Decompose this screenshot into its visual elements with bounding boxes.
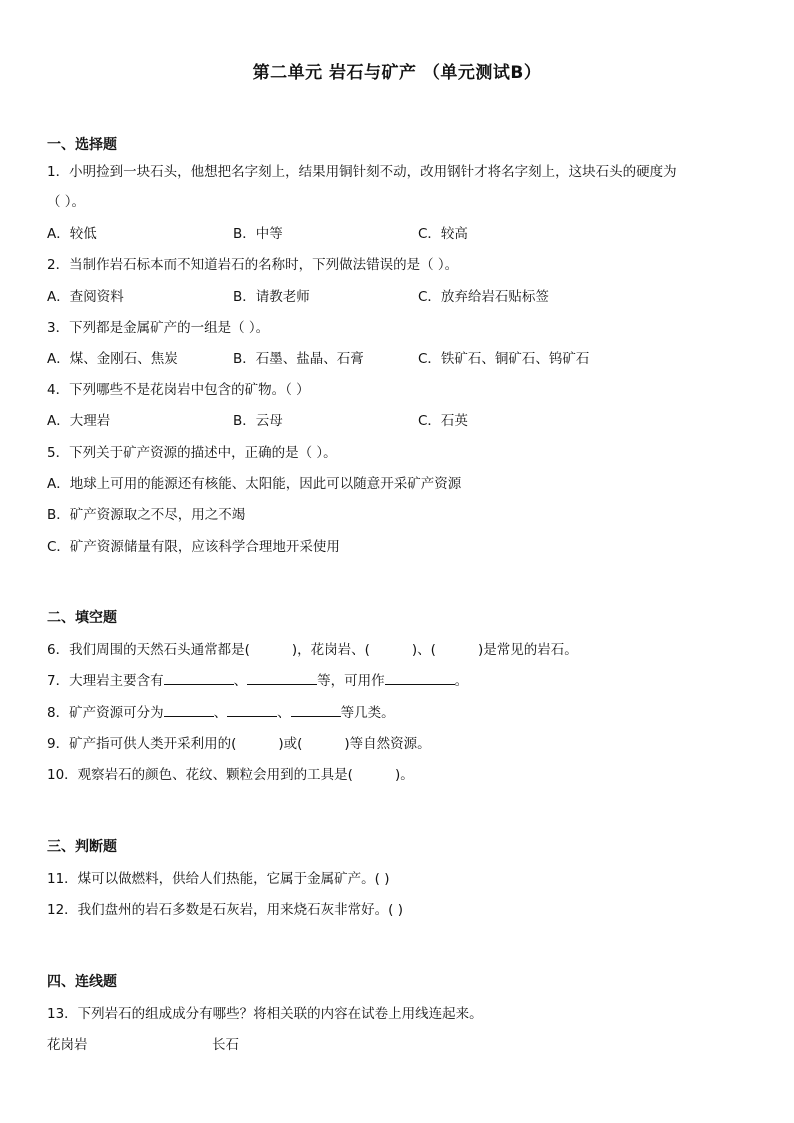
q2-option-a: A．查阅资料 — [47, 289, 124, 305]
q7-blank-3[interactable] — [385, 683, 455, 685]
question-3: 3．下列都是金属矿产的一组是（ ）。 — [47, 320, 270, 336]
section-heading-match: 四、连线题 — [47, 974, 117, 990]
question-4: 4．下列哪些不是花岗岩中包含的矿物。（ ） — [47, 382, 310, 398]
question-5: 5．下列关于矿产资源的描述中，正确的是（ ）。 — [47, 445, 337, 461]
q3-option-b: B．石墨、盐晶、石膏 — [233, 351, 364, 367]
q8-blank-2[interactable] — [227, 715, 277, 717]
section-heading-choice: 一、选择题 — [47, 137, 117, 153]
match-right-item[interactable]: 长石 — [212, 1037, 239, 1053]
q6-text-2: )，花岗岩、( — [291, 642, 370, 658]
q7-blank-1[interactable] — [164, 683, 234, 685]
section-heading-fill: 二、填空题 — [47, 610, 117, 626]
q9-text-1: 9．矿产指可供人类开采利用的( — [47, 736, 237, 752]
q2-option-c: C．放弃给岩石贴标签 — [418, 289, 549, 305]
q7-text-2: 、 — [233, 673, 248, 689]
q4-option-c: C．石英 — [418, 413, 468, 429]
q1-option-a: A．较低 — [47, 226, 97, 242]
question-1: 1．小明捡到一块石头，他想把名字刻上，结果用铜针刻不动，改用钢针才将名字刻上，这块石头的硬度为 — [47, 164, 677, 180]
question-2: 2．当制作岩石标本而不知道岩石的名称时，下列做法错误的是（ ）。 — [47, 257, 459, 273]
q6-text-3: )、( — [411, 642, 436, 658]
question-9 — [47, 732, 431, 752]
q8-text-2: 、 — [213, 705, 228, 721]
q8-text-3: 、 — [277, 705, 291, 721]
question-1-continuation: （ ）。 — [47, 194, 86, 210]
q10-text-1: 10．观察岩石的颜色、花纹、颗粒会用到的工具是( — [47, 767, 353, 783]
page-title: 第二单元 岩石与矿产 （单元测试B） — [252, 63, 542, 83]
question-11: 11．煤可以做燃料，供给人们热能，它属于金属矿产。( ) — [47, 871, 390, 887]
q3-option-a: A．煤、金刚石、焦炭 — [47, 351, 178, 367]
q3-option-c: C．铁矿石、铜矿石、钨矿石 — [418, 351, 590, 367]
q7-text-1: 7．大理岩主要含有 — [47, 673, 164, 689]
q8-blank-1[interactable] — [164, 715, 214, 717]
q6-text-1: 6．我们周围的天然石头通常都是( — [47, 642, 250, 658]
q7-text-4: 。 — [454, 673, 469, 689]
q4-option-a: A．大理岩 — [47, 413, 111, 429]
q8-text-1: 8．矿产资源可分为 — [47, 705, 164, 721]
q7-text-3: 等，可用作 — [317, 673, 385, 689]
q7-blank-2[interactable] — [247, 683, 317, 685]
q1-option-b: B．中等 — [233, 226, 283, 242]
q5-option-b: B．矿产资源取之不尽，用之不竭 — [47, 507, 246, 523]
question-7 — [47, 669, 468, 689]
question-13: 13．下列岩石的组成成分有哪些？将相关联的内容在试卷上用线连起来。 — [47, 1006, 483, 1022]
section-heading-judge: 三、判断题 — [47, 839, 117, 855]
q9-text-3: )等自然资源。 — [344, 736, 431, 752]
question-6 — [47, 638, 578, 658]
q9-text-2: )或( — [278, 736, 303, 752]
q10-text-2: )。 — [394, 767, 414, 783]
q2-option-b: B．请教老师 — [233, 289, 310, 305]
q5-option-a: A．地球上可用的能源还有核能、太阳能，因此可以随意开采矿产资源 — [47, 476, 462, 492]
question-12: 12．我们盘州的岩石多数是石灰岩，用来烧石灰非常好。( ) — [47, 902, 404, 918]
match-left-item[interactable]: 花岗岩 — [47, 1037, 88, 1053]
question-8 — [47, 701, 395, 721]
question-10 — [47, 763, 414, 783]
q6-text-4: )是常见的岩石。 — [477, 642, 578, 658]
q8-blank-3[interactable] — [291, 715, 341, 717]
q4-option-b: B．云母 — [233, 413, 283, 429]
q1-option-c: C．较高 — [418, 226, 468, 242]
q5-option-c: C．矿产资源储量有限，应该科学合理地开采使用 — [47, 539, 340, 555]
q8-text-4: 等几类。 — [340, 705, 395, 721]
